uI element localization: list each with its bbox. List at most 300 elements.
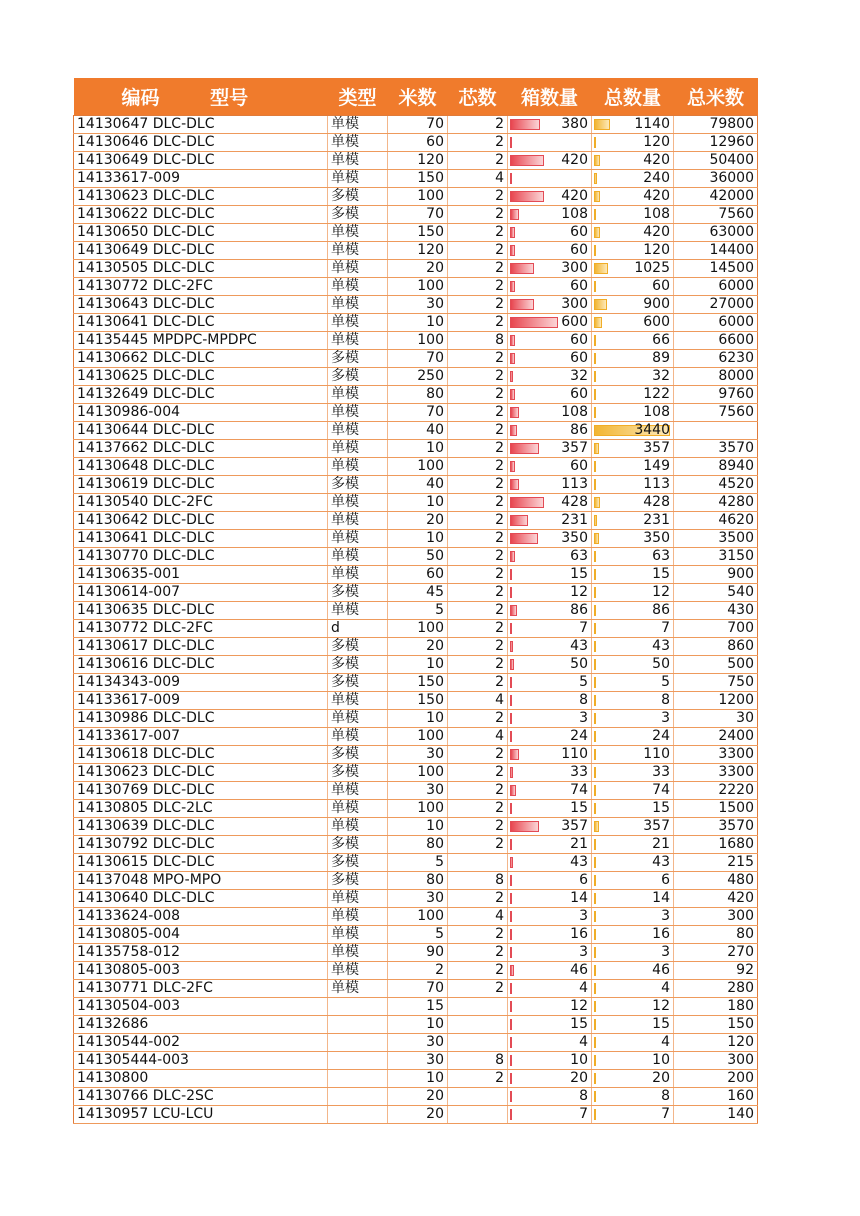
total-meters-cell[interactable] <box>674 980 758 998</box>
type-cell[interactable] <box>328 368 388 386</box>
cores-cell[interactable] <box>448 728 508 746</box>
code-cell[interactable] <box>74 422 328 440</box>
total-qty-cell[interactable] <box>592 800 674 818</box>
box-qty-cell[interactable] <box>508 836 592 854</box>
box-qty-cell[interactable] <box>508 278 592 296</box>
cores-cell[interactable] <box>448 566 508 584</box>
type-cell[interactable] <box>328 206 388 224</box>
total-qty-cell[interactable] <box>592 548 674 566</box>
total-qty-cell[interactable] <box>592 494 674 512</box>
total-qty-cell[interactable] <box>592 530 674 548</box>
total-meters-cell[interactable] <box>674 152 758 170</box>
meters-cell[interactable] <box>388 548 448 566</box>
meters-cell[interactable] <box>388 890 448 908</box>
type-cell[interactable] <box>328 476 388 494</box>
code-cell[interactable] <box>74 206 328 224</box>
total-qty-cell[interactable] <box>592 620 674 638</box>
meters-cell[interactable] <box>388 836 448 854</box>
box-qty-cell[interactable] <box>508 656 592 674</box>
total-qty-cell[interactable] <box>592 1106 674 1124</box>
type-cell[interactable] <box>328 782 388 800</box>
total-meters-cell[interactable] <box>674 548 758 566</box>
type-cell[interactable] <box>328 134 388 152</box>
type-cell[interactable] <box>328 404 388 422</box>
type-cell[interactable] <box>328 350 388 368</box>
cores-cell[interactable] <box>448 116 508 134</box>
cores-cell[interactable] <box>448 620 508 638</box>
total-meters-cell[interactable] <box>674 512 758 530</box>
total-qty-cell[interactable] <box>592 656 674 674</box>
box-qty-cell[interactable] <box>508 1034 592 1052</box>
cores-cell[interactable] <box>448 224 508 242</box>
total-meters-cell[interactable] <box>674 404 758 422</box>
type-cell[interactable] <box>328 890 388 908</box>
box-qty-cell[interactable] <box>508 692 592 710</box>
box-qty-cell[interactable] <box>508 152 592 170</box>
header-meters[interactable]: 米数 <box>388 78 448 116</box>
cores-cell[interactable] <box>448 674 508 692</box>
code-cell[interactable] <box>74 764 328 782</box>
type-cell[interactable] <box>328 620 388 638</box>
total-qty-cell[interactable] <box>592 314 674 332</box>
type-cell[interactable] <box>328 242 388 260</box>
type-cell[interactable] <box>328 656 388 674</box>
total-meters-cell[interactable] <box>674 224 758 242</box>
code-cell[interactable] <box>74 944 328 962</box>
box-qty-cell[interactable] <box>508 368 592 386</box>
total-qty-cell[interactable] <box>592 890 674 908</box>
total-meters-cell[interactable] <box>674 728 758 746</box>
box-qty-cell[interactable] <box>508 512 592 530</box>
code-cell[interactable] <box>74 710 328 728</box>
total-meters-cell[interactable] <box>674 458 758 476</box>
total-qty-cell[interactable] <box>592 404 674 422</box>
total-qty-cell[interactable] <box>592 584 674 602</box>
box-qty-cell[interactable] <box>508 206 592 224</box>
cores-cell[interactable] <box>448 656 508 674</box>
total-qty-cell[interactable] <box>592 926 674 944</box>
cores-cell[interactable] <box>448 386 508 404</box>
type-cell[interactable] <box>328 944 388 962</box>
code-cell[interactable] <box>74 224 328 242</box>
header-code-model[interactable] <box>74 78 328 116</box>
total-qty-cell[interactable] <box>592 134 674 152</box>
meters-cell[interactable] <box>388 152 448 170</box>
total-meters-cell[interactable] <box>674 926 758 944</box>
meters-cell[interactable] <box>388 908 448 926</box>
meters-cell[interactable] <box>388 962 448 980</box>
box-qty-cell[interactable] <box>508 620 592 638</box>
meters-cell[interactable] <box>388 170 448 188</box>
total-qty-cell[interactable] <box>592 260 674 278</box>
code-cell[interactable] <box>74 404 328 422</box>
type-cell[interactable] <box>328 260 388 278</box>
meters-cell[interactable] <box>388 764 448 782</box>
total-qty-cell[interactable] <box>592 296 674 314</box>
meters-cell[interactable] <box>388 638 448 656</box>
box-qty-cell[interactable] <box>508 404 592 422</box>
cores-cell[interactable] <box>448 260 508 278</box>
code-cell[interactable] <box>74 548 328 566</box>
meters-cell[interactable] <box>388 134 448 152</box>
total-meters-cell[interactable] <box>674 134 758 152</box>
header-box-qty[interactable]: 箱数量 <box>508 78 592 116</box>
cores-cell[interactable] <box>448 314 508 332</box>
total-qty-cell[interactable] <box>592 710 674 728</box>
total-meters-cell[interactable] <box>674 674 758 692</box>
type-cell[interactable] <box>328 818 388 836</box>
cores-cell[interactable] <box>448 512 508 530</box>
cores-cell[interactable] <box>448 944 508 962</box>
meters-cell[interactable] <box>388 188 448 206</box>
code-cell[interactable] <box>74 1016 328 1034</box>
code-cell[interactable] <box>74 314 328 332</box>
cores-cell[interactable] <box>448 1088 508 1106</box>
type-cell[interactable] <box>328 746 388 764</box>
total-qty-cell[interactable] <box>592 962 674 980</box>
type-cell[interactable] <box>328 494 388 512</box>
meters-cell[interactable] <box>388 692 448 710</box>
type-cell[interactable] <box>328 998 388 1016</box>
cores-cell[interactable] <box>448 494 508 512</box>
cores-cell[interactable] <box>448 242 508 260</box>
code-cell[interactable] <box>74 440 328 458</box>
header-total-meters[interactable]: 总米数 <box>674 78 758 116</box>
code-cell[interactable] <box>74 602 328 620</box>
type-cell[interactable] <box>328 548 388 566</box>
cores-cell[interactable] <box>448 152 508 170</box>
type-cell[interactable] <box>328 800 388 818</box>
code-cell[interactable] <box>74 530 328 548</box>
code-cell[interactable] <box>74 1070 328 1088</box>
cores-cell[interactable] <box>448 440 508 458</box>
total-qty-cell[interactable] <box>592 980 674 998</box>
type-cell[interactable] <box>328 386 388 404</box>
total-meters-cell[interactable] <box>674 422 758 440</box>
meters-cell[interactable] <box>388 314 448 332</box>
code-cell[interactable] <box>74 872 328 890</box>
total-meters-cell[interactable] <box>674 656 758 674</box>
type-cell[interactable] <box>328 440 388 458</box>
cores-cell[interactable] <box>448 332 508 350</box>
meters-cell[interactable] <box>388 332 448 350</box>
total-meters-cell[interactable] <box>674 1016 758 1034</box>
total-qty-cell[interactable] <box>592 836 674 854</box>
type-cell[interactable] <box>328 1052 388 1070</box>
type-cell[interactable] <box>328 854 388 872</box>
total-qty-cell[interactable] <box>592 692 674 710</box>
total-qty-cell[interactable] <box>592 188 674 206</box>
cores-cell[interactable] <box>448 908 508 926</box>
meters-cell[interactable] <box>388 476 448 494</box>
type-cell[interactable] <box>328 188 388 206</box>
code-cell[interactable] <box>74 674 328 692</box>
box-qty-cell[interactable] <box>508 1106 592 1124</box>
meters-cell[interactable] <box>388 656 448 674</box>
total-qty-cell[interactable] <box>592 476 674 494</box>
code-cell[interactable] <box>74 728 328 746</box>
cores-cell[interactable] <box>448 818 508 836</box>
cores-cell[interactable] <box>448 530 508 548</box>
total-qty-cell[interactable] <box>592 152 674 170</box>
box-qty-cell[interactable] <box>508 926 592 944</box>
total-meters-cell[interactable] <box>674 944 758 962</box>
total-meters-cell[interactable] <box>674 188 758 206</box>
meters-cell[interactable] <box>388 728 448 746</box>
type-cell[interactable] <box>328 980 388 998</box>
meters-cell[interactable] <box>388 944 448 962</box>
code-cell[interactable] <box>74 242 328 260</box>
cores-cell[interactable] <box>448 1034 508 1052</box>
box-qty-cell[interactable] <box>508 962 592 980</box>
box-qty-cell[interactable] <box>508 476 592 494</box>
box-qty-cell[interactable] <box>508 188 592 206</box>
total-meters-cell[interactable] <box>674 836 758 854</box>
code-cell[interactable] <box>74 296 328 314</box>
total-meters-cell[interactable] <box>674 278 758 296</box>
cores-cell[interactable] <box>448 1016 508 1034</box>
total-meters-cell[interactable] <box>674 350 758 368</box>
meters-cell[interactable] <box>388 368 448 386</box>
code-cell[interactable] <box>74 566 328 584</box>
total-meters-cell[interactable] <box>674 206 758 224</box>
box-qty-cell[interactable] <box>508 746 592 764</box>
type-cell[interactable] <box>328 602 388 620</box>
total-qty-cell[interactable] <box>592 854 674 872</box>
cores-cell[interactable] <box>448 764 508 782</box>
total-qty-cell[interactable] <box>592 512 674 530</box>
box-qty-cell[interactable] <box>508 296 592 314</box>
code-cell[interactable] <box>74 134 328 152</box>
total-meters-cell[interactable] <box>674 1106 758 1124</box>
code-cell[interactable] <box>74 692 328 710</box>
cores-cell[interactable] <box>448 746 508 764</box>
total-meters-cell[interactable] <box>674 818 758 836</box>
total-meters-cell[interactable] <box>674 1034 758 1052</box>
meters-cell[interactable] <box>388 260 448 278</box>
total-qty-cell[interactable] <box>592 1034 674 1052</box>
type-cell[interactable] <box>328 152 388 170</box>
header-cores[interactable]: 芯数 <box>448 78 508 116</box>
cores-cell[interactable] <box>448 422 508 440</box>
type-cell[interactable] <box>328 458 388 476</box>
cores-cell[interactable] <box>448 458 508 476</box>
total-qty-cell[interactable] <box>592 350 674 368</box>
meters-cell[interactable] <box>388 404 448 422</box>
code-cell[interactable] <box>74 1034 328 1052</box>
total-meters-cell[interactable] <box>674 260 758 278</box>
box-qty-cell[interactable] <box>508 854 592 872</box>
total-qty-cell[interactable] <box>592 782 674 800</box>
box-qty-cell[interactable] <box>508 170 592 188</box>
code-cell[interactable] <box>74 854 328 872</box>
total-meters-cell[interactable] <box>674 638 758 656</box>
cores-cell[interactable] <box>448 926 508 944</box>
total-qty-cell[interactable] <box>592 386 674 404</box>
code-cell[interactable] <box>74 350 328 368</box>
total-qty-cell[interactable] <box>592 674 674 692</box>
type-cell[interactable] <box>328 512 388 530</box>
box-qty-cell[interactable] <box>508 242 592 260</box>
meters-cell[interactable] <box>388 1016 448 1034</box>
code-cell[interactable] <box>74 152 328 170</box>
meters-cell[interactable] <box>388 1052 448 1070</box>
type-cell[interactable] <box>328 224 388 242</box>
total-meters-cell[interactable] <box>674 476 758 494</box>
box-qty-cell[interactable] <box>508 1088 592 1106</box>
meters-cell[interactable] <box>388 746 448 764</box>
total-qty-cell[interactable] <box>592 944 674 962</box>
cores-cell[interactable] <box>448 854 508 872</box>
total-qty-cell[interactable] <box>592 1088 674 1106</box>
cores-cell[interactable] <box>448 710 508 728</box>
cores-cell[interactable] <box>448 890 508 908</box>
box-qty-cell[interactable] <box>508 638 592 656</box>
box-qty-cell[interactable] <box>508 314 592 332</box>
meters-cell[interactable] <box>388 602 448 620</box>
code-cell[interactable] <box>74 746 328 764</box>
total-qty-cell[interactable] <box>592 908 674 926</box>
type-cell[interactable] <box>328 314 388 332</box>
meters-cell[interactable] <box>388 494 448 512</box>
box-qty-cell[interactable] <box>508 260 592 278</box>
code-cell[interactable] <box>74 332 328 350</box>
total-meters-cell[interactable] <box>674 1088 758 1106</box>
cores-cell[interactable] <box>448 548 508 566</box>
type-cell[interactable] <box>328 530 388 548</box>
box-qty-cell[interactable] <box>508 350 592 368</box>
code-cell[interactable] <box>74 836 328 854</box>
code-cell[interactable] <box>74 188 328 206</box>
total-qty-cell[interactable] <box>592 1016 674 1034</box>
meters-cell[interactable] <box>388 998 448 1016</box>
meters-cell[interactable] <box>388 422 448 440</box>
type-cell[interactable] <box>328 296 388 314</box>
total-meters-cell[interactable] <box>674 530 758 548</box>
cores-cell[interactable] <box>448 692 508 710</box>
meters-cell[interactable] <box>388 818 448 836</box>
code-cell[interactable] <box>74 1088 328 1106</box>
code-cell[interactable] <box>74 782 328 800</box>
box-qty-cell[interactable] <box>508 980 592 998</box>
box-qty-cell[interactable] <box>508 494 592 512</box>
meters-cell[interactable] <box>388 512 448 530</box>
box-qty-cell[interactable] <box>508 224 592 242</box>
total-meters-cell[interactable] <box>674 692 758 710</box>
box-qty-cell[interactable] <box>508 530 592 548</box>
box-qty-cell[interactable] <box>508 764 592 782</box>
total-meters-cell[interactable] <box>674 368 758 386</box>
total-meters-cell[interactable] <box>674 584 758 602</box>
total-meters-cell[interactable] <box>674 962 758 980</box>
code-cell[interactable] <box>74 260 328 278</box>
total-qty-cell[interactable] <box>592 116 674 134</box>
cores-cell[interactable] <box>448 134 508 152</box>
box-qty-cell[interactable] <box>508 872 592 890</box>
cores-cell[interactable] <box>448 350 508 368</box>
cores-cell[interactable] <box>448 1106 508 1124</box>
total-qty-cell[interactable] <box>592 818 674 836</box>
box-qty-cell[interactable] <box>508 1070 592 1088</box>
total-qty-cell[interactable] <box>592 602 674 620</box>
meters-cell[interactable] <box>388 782 448 800</box>
cores-cell[interactable] <box>448 206 508 224</box>
type-cell[interactable] <box>328 836 388 854</box>
meters-cell[interactable] <box>388 854 448 872</box>
total-meters-cell[interactable] <box>674 710 758 728</box>
cores-cell[interactable] <box>448 872 508 890</box>
type-cell[interactable] <box>328 332 388 350</box>
total-qty-cell[interactable] <box>592 368 674 386</box>
header-type[interactable]: 类型 <box>328 78 388 116</box>
box-qty-cell[interactable] <box>508 998 592 1016</box>
cores-cell[interactable] <box>448 476 508 494</box>
total-meters-cell[interactable] <box>674 1070 758 1088</box>
code-cell[interactable] <box>74 1052 328 1070</box>
box-qty-cell[interactable] <box>508 386 592 404</box>
code-cell[interactable] <box>74 890 328 908</box>
total-meters-cell[interactable] <box>674 620 758 638</box>
code-cell[interactable] <box>74 638 328 656</box>
code-cell[interactable] <box>74 656 328 674</box>
cores-cell[interactable] <box>448 800 508 818</box>
code-cell[interactable] <box>74 980 328 998</box>
total-qty-cell[interactable] <box>592 638 674 656</box>
box-qty-cell[interactable] <box>508 890 592 908</box>
header-total-qty[interactable]: 总数量 <box>592 78 674 116</box>
total-qty-cell[interactable] <box>592 764 674 782</box>
type-cell[interactable] <box>328 1016 388 1034</box>
meters-cell[interactable] <box>388 116 448 134</box>
meters-cell[interactable] <box>388 710 448 728</box>
total-qty-cell[interactable] <box>592 1052 674 1070</box>
meters-cell[interactable] <box>388 206 448 224</box>
total-meters-cell[interactable] <box>674 440 758 458</box>
meters-cell[interactable] <box>388 296 448 314</box>
cores-cell[interactable] <box>448 782 508 800</box>
type-cell[interactable] <box>328 728 388 746</box>
meters-cell[interactable] <box>388 530 448 548</box>
total-meters-cell[interactable] <box>674 890 758 908</box>
meters-cell[interactable] <box>388 440 448 458</box>
cores-cell[interactable] <box>448 188 508 206</box>
box-qty-cell[interactable] <box>508 1016 592 1034</box>
type-cell[interactable] <box>328 674 388 692</box>
meters-cell[interactable] <box>388 872 448 890</box>
total-meters-cell[interactable] <box>674 800 758 818</box>
cores-cell[interactable] <box>448 998 508 1016</box>
meters-cell[interactable] <box>388 674 448 692</box>
code-cell[interactable] <box>74 512 328 530</box>
box-qty-cell[interactable] <box>508 782 592 800</box>
code-cell[interactable] <box>74 116 328 134</box>
total-qty-cell[interactable] <box>592 242 674 260</box>
total-qty-cell[interactable] <box>592 224 674 242</box>
type-cell[interactable] <box>328 638 388 656</box>
code-cell[interactable] <box>74 476 328 494</box>
code-cell[interactable] <box>74 908 328 926</box>
code-cell[interactable] <box>74 962 328 980</box>
meters-cell[interactable] <box>388 620 448 638</box>
meters-cell[interactable] <box>388 1106 448 1124</box>
cores-cell[interactable] <box>448 368 508 386</box>
meters-cell[interactable] <box>388 350 448 368</box>
cores-cell[interactable] <box>448 962 508 980</box>
type-cell[interactable] <box>328 692 388 710</box>
box-qty-cell[interactable] <box>508 440 592 458</box>
meters-cell[interactable] <box>388 386 448 404</box>
total-meters-cell[interactable] <box>674 386 758 404</box>
